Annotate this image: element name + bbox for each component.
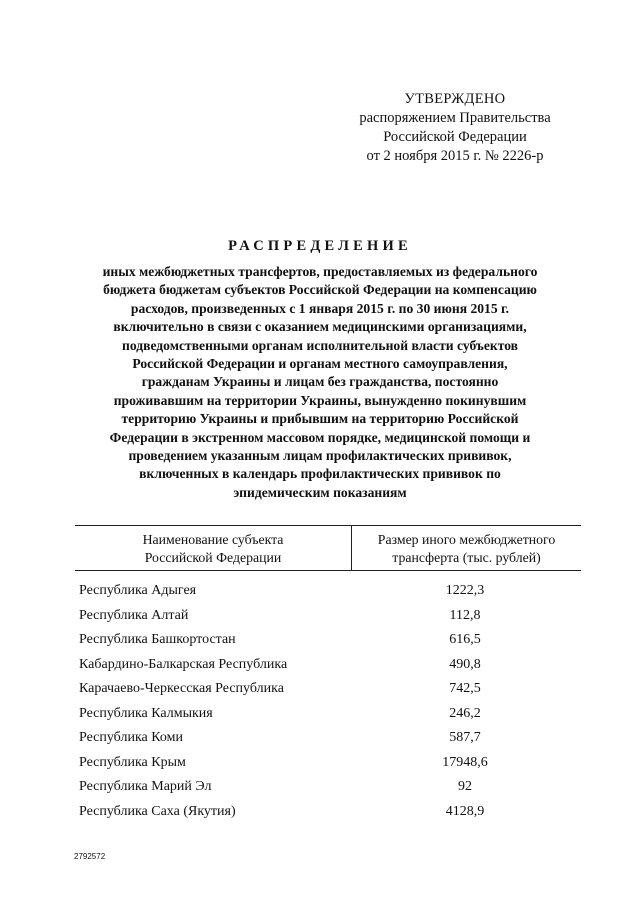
subtitle-line: включительно в связи с оказанием медицинскими организациями,: [113, 319, 527, 335]
subtitle-line: проживавшим на территории Украины, вынужденно покинувшим: [113, 392, 527, 408]
region-name: Республика Марий Эл: [79, 779, 212, 794]
transfer-amount: 112,8: [449, 607, 481, 623]
transfer-amount: 1222,3: [445, 583, 485, 598]
subtitle-line: включенных в календарь профилактических прививок по: [139, 466, 501, 482]
region-name: Республика Крым: [79, 754, 186, 770]
column-header-amount: [352, 531, 581, 567]
column-header-line: Размер иного межбюджетного: [377, 532, 556, 547]
table-row: [0, 779, 640, 804]
table-row: [0, 632, 640, 657]
approval-line: распоряжением Правительства: [359, 110, 551, 126]
transfer-amount: 92: [458, 779, 472, 794]
subtitle-line: эпидемическим показаниям: [233, 484, 407, 500]
table-row: [0, 804, 640, 829]
transfer-amount: 616,5: [449, 632, 481, 647]
table-row: [0, 657, 640, 682]
region-name: Республика Саха (Якутия): [79, 803, 236, 819]
region-name: Республика Коми: [79, 730, 183, 745]
subtitle-line: территорию Украины и прибывшим на территорию Российской: [121, 411, 519, 427]
document-title: РАСПРЕДЕЛЕНИЕ: [228, 238, 412, 254]
table-row: [0, 583, 640, 608]
approval-line: от 2 ноября 2015 г. № 2226-р: [366, 148, 544, 164]
subtitle-line: расходов, произведенных с 1 января 2015 г. по 30 июня 2015 г.: [130, 300, 510, 316]
subtitle-line: иных межбюджетных трансфертов, предоставляемых из федерального: [102, 264, 538, 279]
subtitle-line: бюджета бюджетам субъектов Российской Федерации на компенсацию: [103, 282, 537, 298]
transfer-amount: 742,5: [449, 681, 481, 696]
table-row: [0, 755, 640, 780]
transfer-amount: 587,7: [449, 730, 481, 745]
column-header-region: [75, 531, 351, 567]
document-number: 2792572: [74, 852, 106, 861]
table-header: [75, 525, 581, 571]
region-name: Республика Калмыкия: [79, 705, 213, 721]
subtitle-line: Федерации в экстренном массовом порядке, медицинской помощи и: [109, 429, 531, 445]
table-body: [0, 583, 640, 828]
region-name: Республика Адыгея: [79, 583, 197, 598]
region-name: Республика Башкортостан: [79, 632, 236, 647]
table-row: [0, 730, 640, 755]
column-header-line: Наименование субъекта: [142, 532, 284, 547]
region-name: Кабардино-Балкарская Республика: [79, 656, 288, 672]
transfer-amount: 4128,9: [445, 803, 485, 819]
transfer-amount: 490,8: [449, 656, 481, 672]
table-row: [0, 681, 640, 706]
approval-line: Российской Федерации: [383, 129, 527, 145]
table-row: [0, 608, 640, 633]
approval-stamp: УТВЕРЖДЕНО: [404, 91, 506, 107]
table-row: [0, 706, 640, 731]
transfer-amount: 17948,6: [442, 754, 488, 770]
column-header-line: трансферта (тыс. рублей): [392, 550, 541, 565]
document-subtitle: [70, 263, 570, 502]
subtitle-line: подведомственными органам исполнительной власти субъектов: [122, 337, 518, 353]
region-name: Карачаево-Черкесская Республика: [79, 681, 284, 696]
subtitle-line: Российской Федерации и органам местного самоуправления,: [132, 356, 508, 372]
approval-block: [330, 90, 580, 166]
transfer-amount: 246,2: [449, 705, 481, 721]
subtitle-line: гражданам Украины и лицам без гражданства, постоянно: [141, 374, 499, 390]
column-header-line: Российской Федерации: [144, 550, 282, 565]
region-name: Республика Алтай: [79, 607, 189, 623]
subtitle-line: проведением указанным лицам профилактических прививок,: [128, 448, 512, 464]
